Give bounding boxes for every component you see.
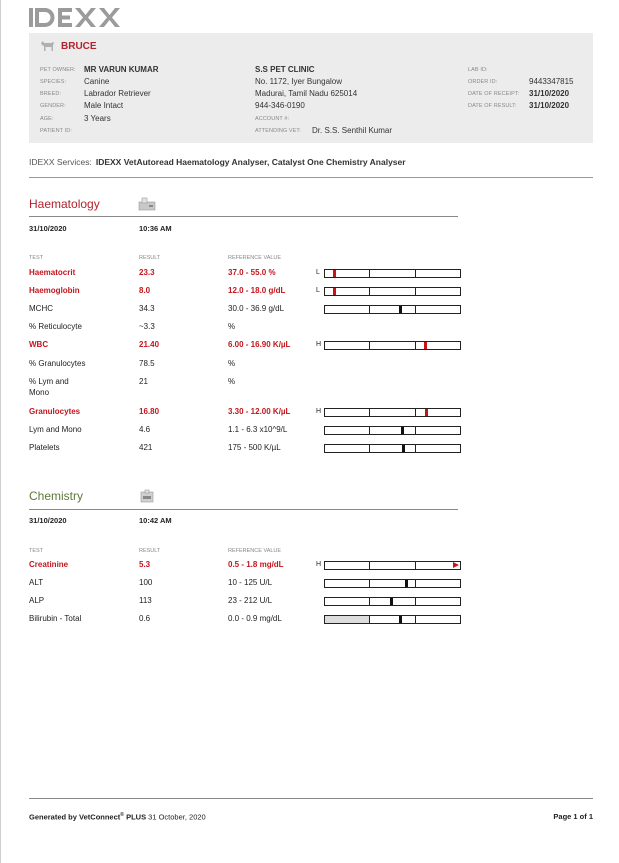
result-marker (399, 306, 402, 313)
test-name: % Reticulocyte (29, 322, 82, 331)
dog-icon (40, 40, 56, 54)
range-bar-tick (415, 580, 416, 587)
receipt-label: DATE OF RECEIPT: (468, 91, 520, 97)
range-bar-tick (369, 562, 370, 569)
test-result: 100 (139, 578, 153, 587)
clinic-address-line1: No. 1172, Iyer Bungalow (255, 77, 343, 86)
reference-range: 0.5 - 1.8 mg/dL (228, 560, 284, 569)
test-result: 21.40 (139, 340, 160, 349)
result-date-value: 31/10/2020 (529, 101, 570, 110)
reference-range: 23 - 212 U/L (228, 596, 273, 605)
page-border (0, 0, 4, 863)
test-result: 5.3 (139, 560, 151, 569)
patient-id-label: PATIENT ID: (40, 128, 72, 134)
reference-range: 12.0 - 18.0 g/dL (228, 286, 286, 295)
receipt-value: 31/10/2020 (529, 89, 570, 98)
breed-value: Labrador Retriever (84, 89, 151, 98)
result-marker (402, 445, 405, 452)
services-label: IDEXX Services: (29, 157, 92, 167)
owner-value: MR VARUN KUMAR (84, 65, 159, 74)
footer-date: 31 October, 2020 (148, 812, 206, 822)
col-test: TEST (29, 548, 44, 554)
abnormal-flag: H (316, 341, 322, 348)
gender-label: GENDER: (40, 103, 66, 109)
breed-label: BREED: (40, 91, 62, 97)
footer-divider (29, 798, 593, 799)
result-date-label: DATE OF RESULT: (468, 103, 517, 109)
result-marker (333, 288, 336, 295)
services-line (29, 157, 406, 167)
range-bar-tick (369, 445, 370, 452)
range-bar (324, 305, 461, 314)
reference-range: % (228, 377, 236, 386)
test-name: ALT (29, 578, 44, 587)
result-marker (399, 616, 402, 623)
gender-value: Male Intact (84, 101, 124, 110)
range-bar (324, 615, 461, 624)
test-result: 16.80 (139, 407, 160, 416)
range-bar-tick (369, 342, 370, 349)
test-name: Haematocrit (29, 268, 76, 277)
abnormal-flag: L (316, 287, 320, 294)
range-bar-tick (369, 409, 370, 416)
range-bar-tick (415, 409, 416, 416)
range-bar-tick (369, 427, 370, 434)
result-marker (333, 270, 336, 277)
test-result: 21 (139, 377, 148, 386)
test-name: Haemoglobin (29, 286, 80, 295)
reference-range: 3.30 - 12.00 K/µL (228, 407, 291, 416)
abnormal-flag: L (316, 269, 320, 276)
range-bar-tick (415, 616, 416, 623)
range-bar (324, 579, 461, 588)
pet-name: BRUCE (61, 41, 97, 52)
chemistry-divider (29, 509, 458, 510)
result-marker (390, 598, 393, 605)
vet-label: ATTENDING VET: (255, 128, 301, 134)
col-result: RESULT (139, 255, 161, 261)
range-bar-tick (369, 270, 370, 277)
range-bar (324, 408, 461, 417)
services-divider (29, 177, 593, 178)
range-bar-tick (415, 445, 416, 452)
page-number: Page 1 of 1 (553, 812, 593, 821)
reference-range: 1.1 - 6.3 x10^9/L (228, 425, 288, 434)
haematology-time: 10:36 AM (139, 224, 172, 233)
test-name: Lym and Mono (29, 425, 82, 434)
range-bar-tick (415, 562, 416, 569)
col-result: RESULT (139, 548, 161, 554)
test-name: Granulocytes (29, 407, 81, 416)
abnormal-flag: H (316, 408, 322, 415)
age-label: AGE: (40, 116, 54, 122)
services-value: IDEXX VetAutoread Haematology Analyser, Catalyst One Chemistry Analyser (95, 157, 406, 167)
test-result: 0.6 (139, 614, 151, 623)
footer-plus: PLUS (126, 812, 147, 822)
col-reference: REFERENCE VALUE (228, 255, 282, 261)
vet-value: Dr. S.S. Senthil Kumar (312, 126, 393, 135)
clinic-name: S.S PET CLINIC (255, 65, 315, 74)
owner-label: PET OWNER: (40, 67, 76, 73)
order-id-value: 9443347815 (529, 77, 574, 86)
chemistry-date: 31/10/2020 (29, 516, 67, 525)
patient-info-panel (29, 33, 593, 143)
test-result: 34.3 (139, 304, 155, 313)
test-name: % Lym and Mono (29, 377, 69, 397)
test-result: 113 (139, 596, 152, 605)
range-bar-tick (415, 288, 416, 295)
col-reference: REFERENCE VALUE (228, 548, 282, 554)
chemistry-title: Chemistry (29, 489, 84, 503)
test-result: 78.5 (139, 359, 155, 368)
reference-range: % (228, 359, 236, 368)
species-label: SPECIES: (40, 79, 67, 85)
range-bar (324, 597, 461, 606)
reference-range: 10 - 125 U/L (228, 578, 273, 587)
test-name: Creatinine (29, 560, 69, 569)
clinic-phone: 944-346-0190 (255, 101, 305, 110)
test-name: MCHC (29, 304, 53, 313)
test-name: ALP (29, 596, 45, 605)
haematology-divider (29, 216, 458, 217)
col-test: TEST (29, 255, 44, 261)
range-bar-tick (415, 427, 416, 434)
reference-range: 0.0 - 0.9 mg/dL (228, 614, 282, 623)
clinic-address-line2: Madurai, Tamil Nadu 625014 (255, 89, 358, 98)
range-bar (324, 269, 461, 278)
result-marker (425, 409, 428, 416)
range-bar-tick (415, 306, 416, 313)
idexx-logo (29, 8, 139, 28)
range-bar-tick (415, 270, 416, 277)
test-result: 8.0 (139, 286, 151, 295)
account-label: ACCOUNT #: (255, 116, 290, 122)
range-bar (324, 287, 461, 296)
analyser-icon (140, 489, 154, 505)
range-bar-tick (369, 288, 370, 295)
species-value: Canine (84, 77, 110, 86)
range-bar-tick (369, 598, 370, 605)
out-of-range-arrow (453, 562, 459, 568)
analyser-icon (138, 197, 156, 213)
range-bar-tick (369, 616, 370, 623)
range-bar-tick (415, 598, 416, 605)
footer-generated (29, 812, 206, 822)
test-result: 421 (139, 443, 153, 452)
abnormal-flag: H (316, 561, 322, 568)
footer-generated-prefix: Generated by VetConnect (29, 812, 121, 822)
haematology-title: Haematology (29, 197, 100, 211)
lab-id-label: LAB ID: (468, 67, 488, 73)
footer-reg: ® (120, 812, 124, 818)
range-bar (324, 561, 461, 570)
result-marker (401, 427, 404, 434)
haematology-date: 31/10/2020 (29, 224, 67, 233)
result-marker (424, 342, 427, 349)
range-bar (324, 426, 461, 435)
reference-range: 175 - 500 K/µL (228, 443, 281, 452)
range-bar-tick (369, 306, 370, 313)
test-name: % Granulocytes (29, 359, 86, 368)
reference-range: 37.0 - 55.0 % (228, 268, 276, 277)
reference-range: 6.00 - 16.90 K/µL (228, 340, 291, 349)
result-marker (405, 580, 408, 587)
reference-range: % (228, 322, 236, 331)
test-name: Platelets (29, 443, 60, 452)
test-result: 23.3 (139, 268, 155, 277)
range-bar-tick (369, 580, 370, 587)
range-bar-shade (325, 616, 369, 623)
chemistry-time: 10:42 AM (139, 516, 172, 525)
test-name: WBC (29, 340, 49, 349)
range-bar (324, 444, 461, 453)
age-value: 3 Years (84, 114, 111, 123)
test-result: 4.6 (139, 425, 151, 434)
range-bar-tick (415, 342, 416, 349)
test-name: Bilirubin - Total (29, 614, 82, 623)
test-result: ~3.3 (139, 322, 155, 331)
reference-range: 30.0 - 36.9 g/dL (228, 304, 285, 313)
order-id-label: ORDER ID: (468, 79, 498, 85)
range-bar (324, 341, 461, 350)
